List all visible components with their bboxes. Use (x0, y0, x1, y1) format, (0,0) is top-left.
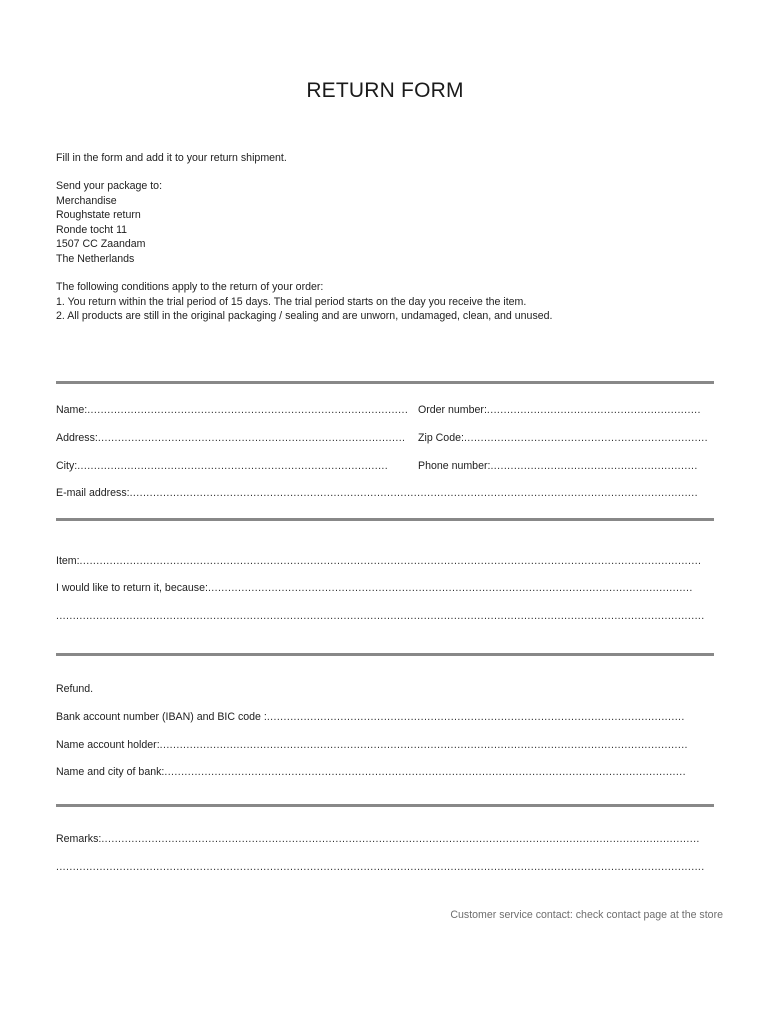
intro-line: Fill in the form and add it to your return shipment. (56, 152, 287, 164)
section-divider (56, 653, 714, 656)
remarks-label: Remarks: (56, 833, 102, 845)
order-number-label: Order number: (418, 404, 487, 416)
zip-code-label: Zip Code: (418, 432, 464, 444)
fill-in-line[interactable]: ............................................................................................................................. (266, 711, 685, 723)
address-line: Merchandise (56, 194, 117, 207)
address-label: Address: (56, 432, 98, 444)
order-number-field[interactable] (418, 403, 703, 417)
name-label: Name: (56, 404, 88, 416)
return-reason-continuation[interactable] (56, 609, 714, 623)
fill-in-line[interactable]: ................................................................................................................................................................................... (101, 833, 700, 845)
email-label: E-mail address: (56, 487, 130, 499)
city-label: City: (56, 460, 78, 472)
return-reason-field[interactable] (56, 581, 698, 595)
remarks-field[interactable] (56, 832, 709, 846)
fill-in-line[interactable]: .............................................................................................................................................................. (159, 739, 688, 751)
section-divider (56, 518, 714, 521)
fill-in-line[interactable]: ............................................................................................. (77, 460, 389, 472)
fill-in-line[interactable]: ................................................................ (486, 404, 701, 416)
condition-item: 2. All products are still in the original packaging / sealing and are unworn, undamaged, clean, and unused. (56, 310, 553, 322)
customer-service-note: Customer service contact: check contact page at the store (450, 909, 723, 921)
section-divider (56, 381, 714, 384)
fill-in-line[interactable]: .......................................................................................................................................................................................... (79, 555, 702, 567)
page-title: RETURN FORM (306, 79, 464, 102)
fill-in-line[interactable]: ............................................................................................ (97, 432, 406, 444)
item-field[interactable] (56, 554, 710, 568)
fill-in-line[interactable]: .................................................................................................................................................................................................. (56, 861, 705, 873)
return-conditions (56, 280, 552, 324)
address-line: The Netherlands (56, 252, 135, 265)
name-field[interactable] (56, 403, 412, 417)
zip-code-field[interactable] (418, 431, 709, 445)
return-reason-label: I would like to return it, because: (56, 582, 208, 594)
phone-number-label: Phone number: (418, 460, 491, 472)
section-divider (56, 804, 714, 807)
address-field[interactable] (56, 431, 408, 445)
fill-in-line[interactable]: .............................................................. (490, 460, 698, 472)
item-label: Item: (56, 555, 80, 567)
phone-number-field[interactable] (418, 459, 700, 473)
shipping-address (56, 179, 162, 266)
fill-in-line[interactable]: ................................................................................................ (87, 404, 409, 416)
bank-name-city-label: Name and city of bank: (56, 766, 165, 778)
bank-name-city-field[interactable] (56, 765, 694, 779)
bank-account-label: Bank account number (IBAN) and BIC code : (56, 711, 267, 723)
fill-in-line[interactable]: ......................................................................... (463, 432, 708, 444)
condition-item: 1. You return within the trial period of 15 days. The trial period starts on the day you receive the item. (56, 295, 527, 308)
bank-account-field[interactable] (56, 710, 692, 724)
remarks-continuation[interactable] (56, 860, 714, 874)
refund-heading: Refund. (56, 683, 94, 695)
address-line: 1507 CC Zaandam (56, 238, 146, 250)
email-field[interactable] (56, 486, 708, 500)
fill-in-line[interactable]: .................................................................................................................................................................................................. (56, 610, 705, 622)
address-heading: Send your package to: (56, 180, 163, 192)
account-holder-field[interactable] (56, 738, 695, 752)
fill-in-line[interactable]: ............................................................................................................................................................ (164, 766, 686, 778)
account-holder-label: Name account holder: (56, 739, 160, 751)
city-field[interactable] (56, 459, 392, 473)
fill-in-line[interactable]: .......................................................................................................................................................................... (129, 487, 698, 499)
address-line: Ronde tocht 11 (56, 223, 128, 236)
intro-text (56, 151, 287, 166)
address-line: Roughstate return (56, 209, 141, 221)
conditions-heading: The following conditions apply to the return of your order: (56, 281, 324, 293)
fill-in-line[interactable]: ................................................................................................................................................. (207, 582, 693, 594)
